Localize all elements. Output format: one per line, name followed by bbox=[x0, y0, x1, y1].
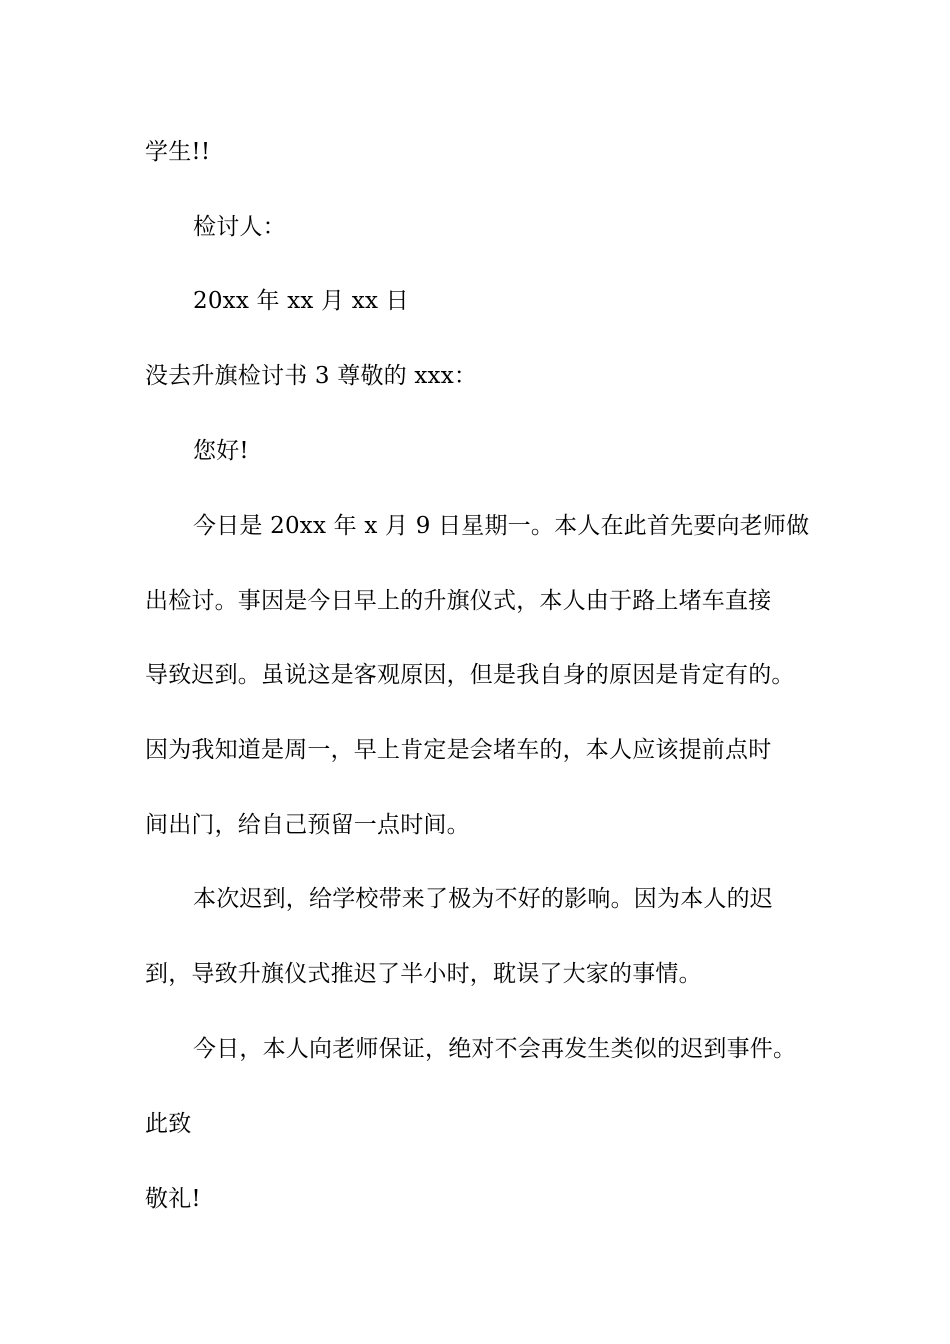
text-line-paragraph1-3: 导致迟到。虽说这是客观原因，但是我自身的原因是肯定有的。 bbox=[145, 662, 795, 688]
text-line-heading-salutation: 没去升旗检讨书 3 尊敬的 xxx： bbox=[145, 363, 478, 389]
text-line-paragraph1-4: 因为我知道是周一，早上肯定是会堵车的，本人应该提前点时 bbox=[145, 737, 772, 763]
text-line-paragraph2-1: 本次迟到，给学校带来了极为不好的影响。因为本人的迟 bbox=[193, 886, 773, 912]
text-line-date: 20xx 年 xx 月 xx 日 bbox=[193, 288, 409, 314]
text-line-paragraph1-5: 间出门，给自己预留一点时间。 bbox=[145, 812, 470, 838]
text-line-paragraph2-2: 到，导致升旗仪式推迟了半小时，耽误了大家的事情。 bbox=[145, 961, 702, 987]
text-line-closing-2: 敬礼! bbox=[145, 1186, 201, 1212]
text-line-greeting: 您好! bbox=[193, 438, 249, 464]
text-line-paragraph1-2: 出检讨。事因是今日早上的升旗仪式，本人由于路上堵车直接 bbox=[145, 588, 772, 614]
text-line-paragraph1-1: 今日是 20xx 年 x 月 9 日星期一。本人在此首先要向老师做 bbox=[193, 513, 810, 539]
text-line-paragraph3: 今日，本人向老师保证，绝对不会再发生类似的迟到事件。 bbox=[193, 1036, 797, 1062]
text-line-closing-students: 学生!! bbox=[145, 139, 211, 165]
text-line-closing-1: 此致 bbox=[145, 1111, 192, 1137]
text-line-signer-label: 检讨人： bbox=[193, 214, 286, 240]
